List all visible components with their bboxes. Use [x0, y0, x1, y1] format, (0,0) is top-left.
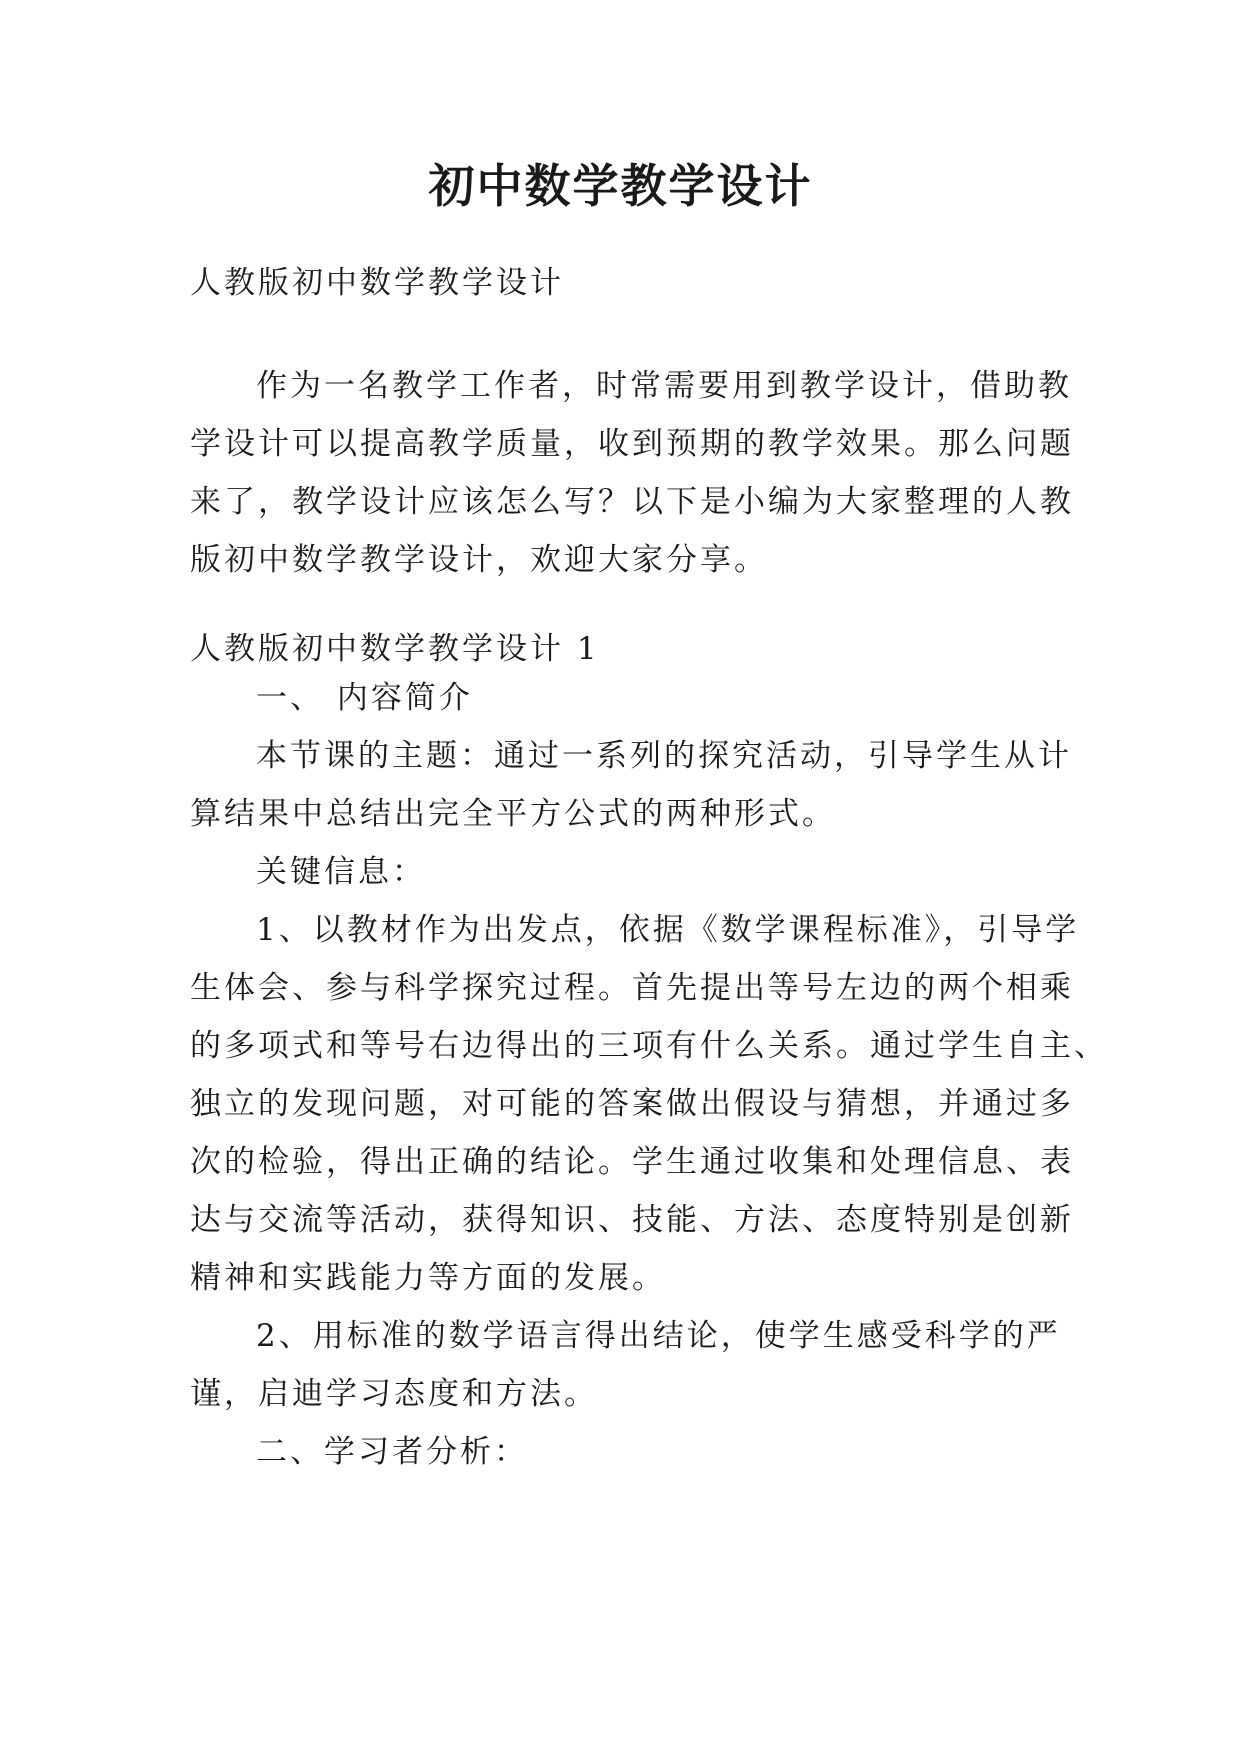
learner-analysis-heading: 二、学习者分析：: [256, 1434, 528, 1470]
body-line: 谨，启迪学习态度和方法。: [190, 1376, 598, 1412]
intro-line: 来了，教学设计应该怎么写？以下是小编为大家整理的人教: [190, 484, 1074, 520]
body-line: 精神和实践能力等方面的发展。: [190, 1260, 666, 1296]
content-heading: 一、 内容简介: [256, 680, 473, 716]
section-body: [190, 669, 1108, 1481]
document-title: 初中数学教学设计: [428, 159, 813, 213]
body-line: 次的检验，得出正确的结论。学生通过收集和处理信息、表: [190, 1144, 1074, 1180]
body-line: 算结果中总结出完全平方公式的两种形式。: [190, 796, 836, 832]
body-line: 达与交流等活动，获得知识、技能、方法、态度特别是创新: [190, 1202, 1074, 1238]
document-subtitle: 人教版初中数学教学设计: [190, 265, 564, 301]
intro-line: 版初中数学教学设计，欢迎大家分享。: [190, 542, 768, 578]
intro-line: 作为一名教学工作者，时常需要用到教学设计，借助教: [256, 368, 1072, 404]
body-line: 本节课的主题：通过一系列的探究活动，引导学生从计: [256, 738, 1072, 774]
intro-paragraph: [190, 357, 1074, 589]
body-line: 生体会、参与科学探究过程。首先提出等号左边的两个相乘: [190, 970, 1074, 1006]
body-line: 1、以教材作为出发点，依据《数学课程标准》，引导学: [256, 912, 1080, 948]
body-line: 的多项式和等号右边得出的三项有什么关系。通过学生自主、: [190, 1028, 1108, 1064]
body-line: 独立的发现问题，对可能的答案做出假设与猜想，并通过多: [190, 1086, 1074, 1122]
intro-line: 学设计可以提高教学质量，收到预期的教学效果。那么问题: [190, 426, 1074, 462]
section-heading: 人教版初中数学教学设计 1: [190, 631, 600, 667]
key-info-label: 关键信息：: [256, 854, 426, 890]
body-line: 2、用标准的数学语言得出结论，使学生感受科学的严: [256, 1318, 1061, 1354]
